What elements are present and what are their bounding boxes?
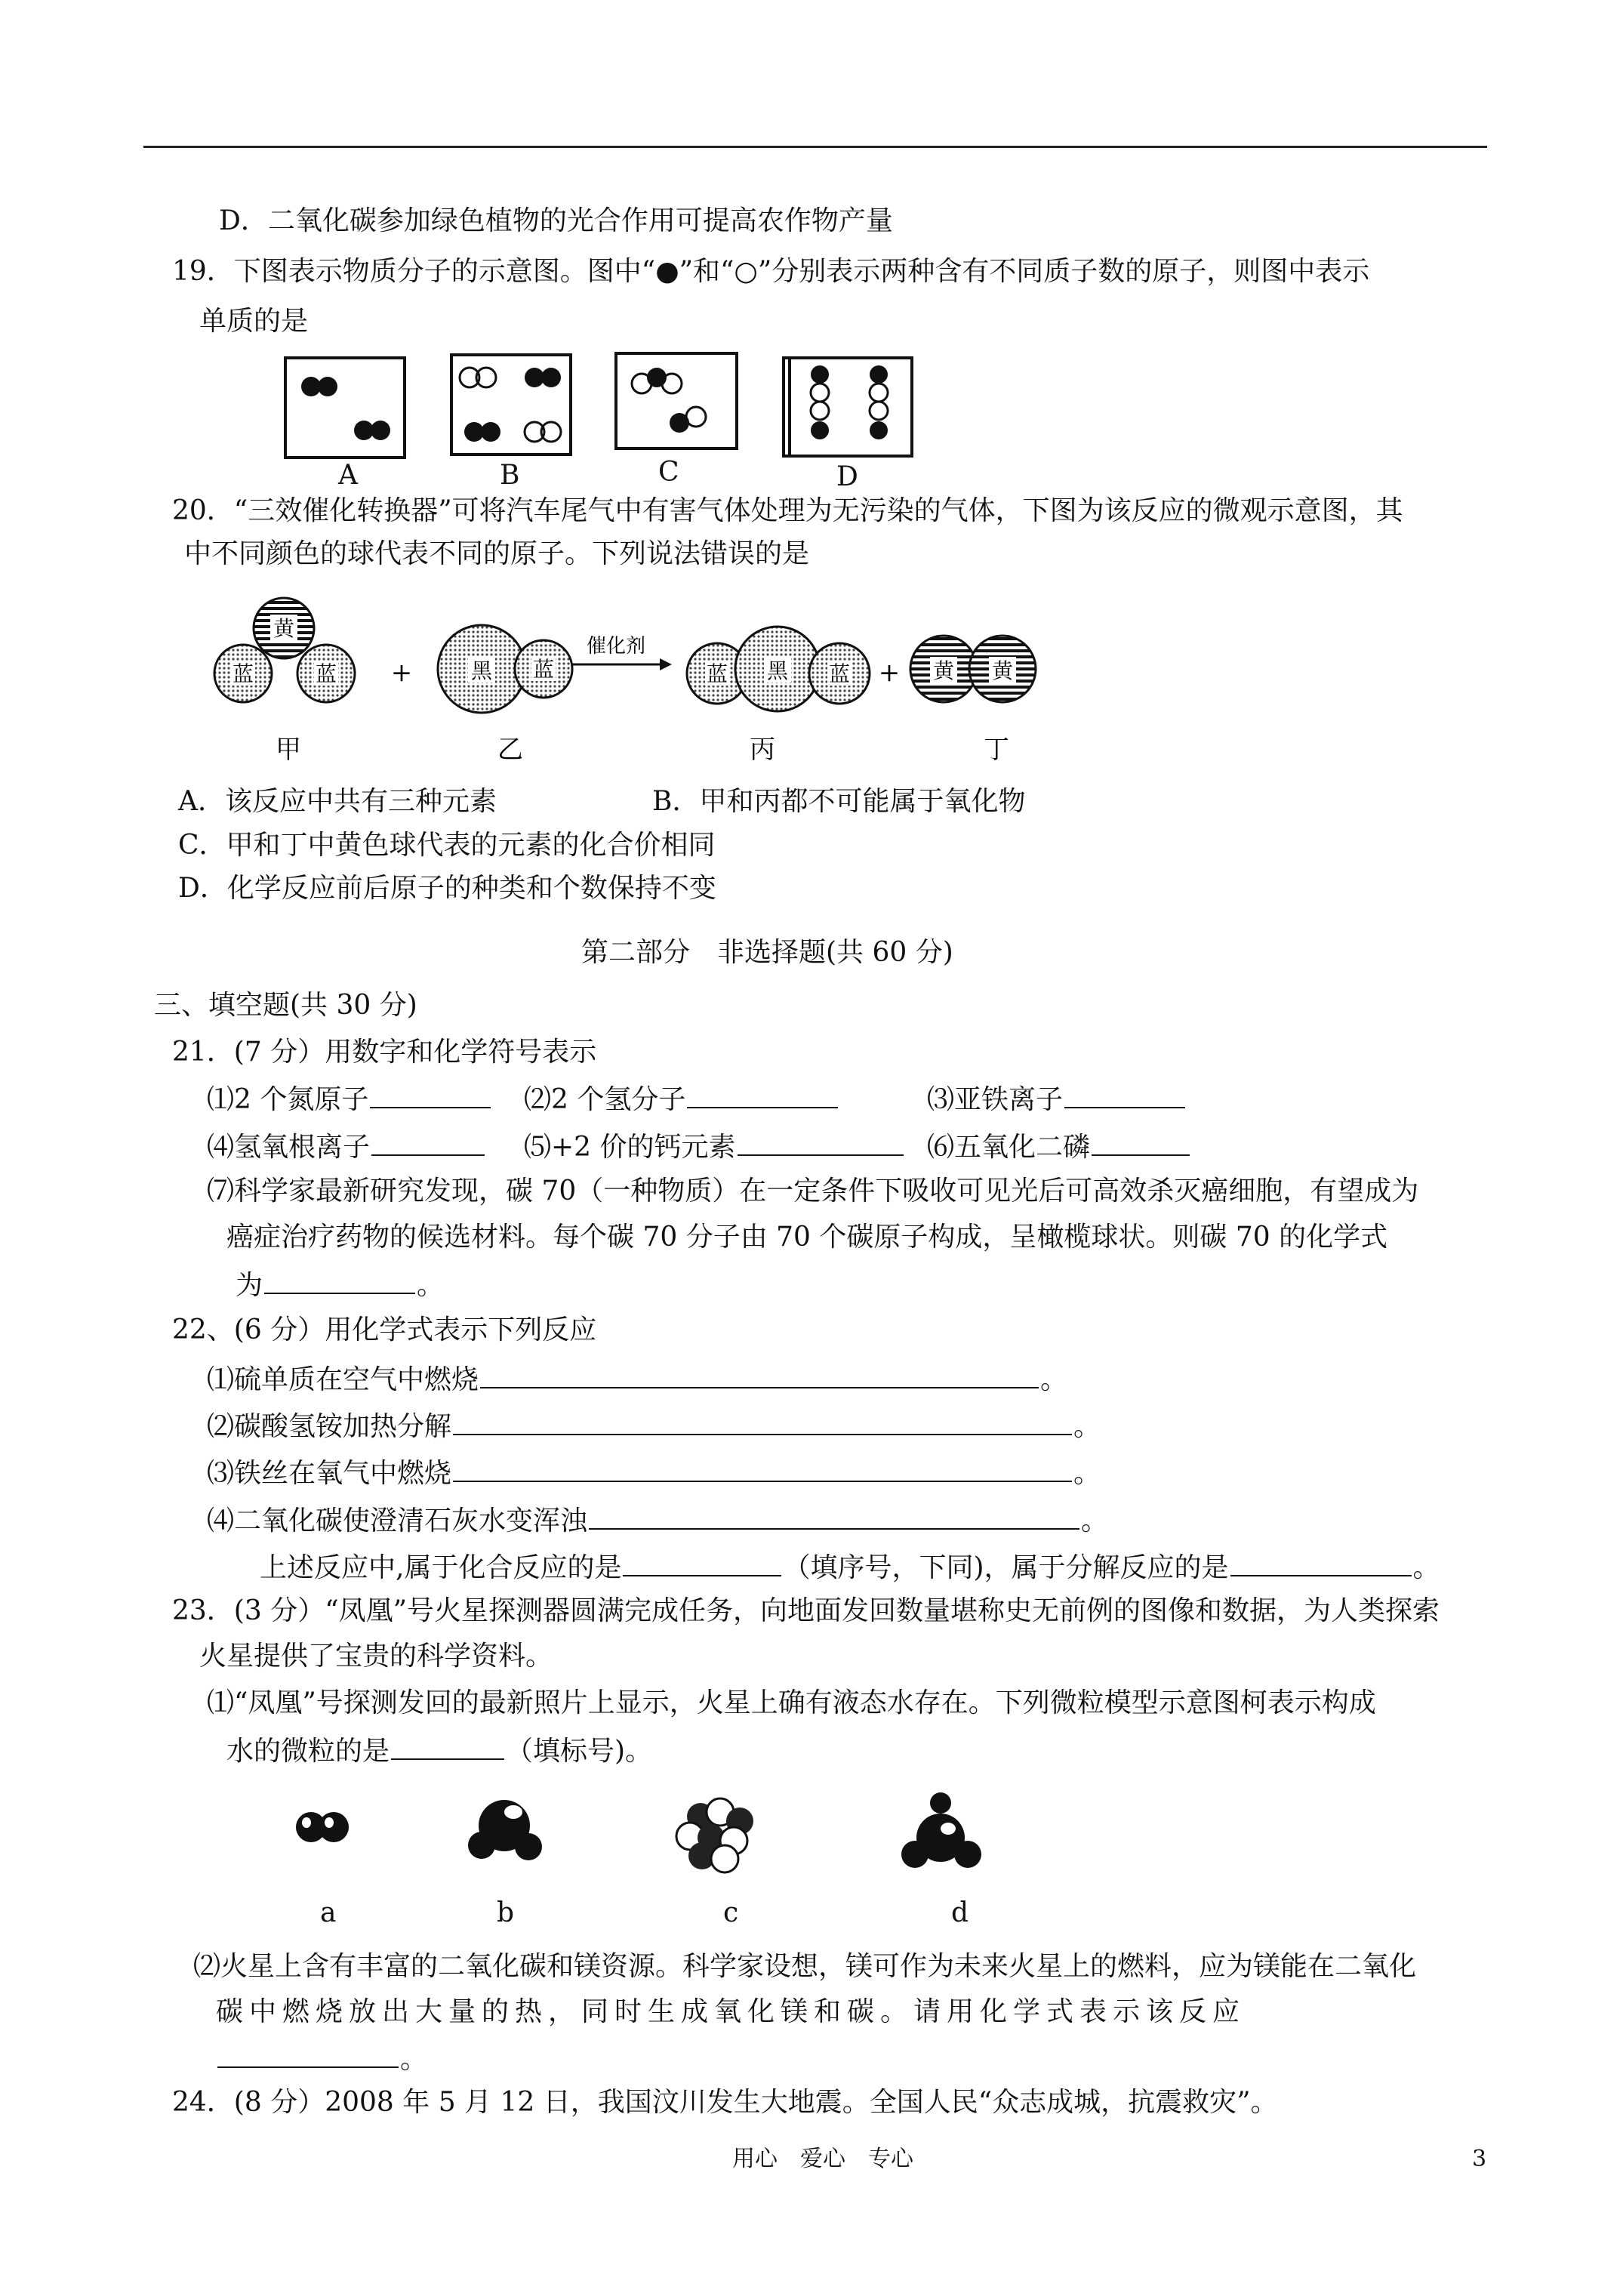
- q21-item4-text: ⑷氢氧根离子: [207, 1132, 371, 1163]
- q23-label-b: b: [497, 1897, 515, 1928]
- q22-item4-blank[interactable]: [589, 1502, 1079, 1530]
- q20-stem-line2: 中不同颜色的球代表不同的原子。下列说法错误的是: [184, 538, 810, 569]
- q19-stem-line2: 单质的是: [199, 306, 309, 337]
- jia-blue-left-text: 蓝: [232, 661, 254, 686]
- ding-yellow-left-text: 黄: [932, 658, 955, 683]
- q21-item7-prefix: 为: [236, 1270, 263, 1301]
- q21-item6-text: ⑹五氧化二磷: [927, 1132, 1091, 1163]
- q21-item7-line3: [236, 1267, 444, 1302]
- q23-item2-line2: 碳中燃烧放出大量的热，同时生成氧化镁和碳。请用化学式表示该反应: [216, 1996, 1246, 2027]
- part2-title: 第二部分 非选择题(共 60 分): [581, 937, 953, 968]
- jia-yellow-text: 黄: [273, 616, 295, 641]
- q22-combination-blank[interactable]: [623, 1549, 781, 1576]
- label-ding: 丁: [984, 735, 1009, 765]
- q22-item2-text: ⑵碳酸氢铵加热分解: [207, 1411, 452, 1442]
- q22-decomposition-blank[interactable]: [1230, 1549, 1412, 1576]
- q22-head: 22、(6 分）用化学式表示下列反应: [172, 1314, 597, 1345]
- q23-label-c: c: [723, 1897, 739, 1928]
- q19-label-b: B: [500, 460, 520, 491]
- q23-item2-period: 。: [400, 2044, 428, 2075]
- q22-item1-period: 。: [1040, 1364, 1068, 1395]
- plus-1: +: [390, 658, 413, 688]
- footer-motto: 用心 爱心 专心: [732, 2146, 913, 2172]
- catalyst-text: 催化剂: [586, 635, 646, 658]
- bing-blue-right-text: 蓝: [828, 661, 851, 686]
- q21-item2: [524, 1081, 839, 1117]
- q23-item2-line1: ⑵火星上含有丰富的二氧化碳和镁资源。科学家设想，镁可作为未来火星上的燃料，应为镁能在二氧化: [193, 1951, 1417, 1982]
- q21-item4-blank[interactable]: [371, 1129, 485, 1156]
- bing-black-text: 黑: [766, 658, 789, 683]
- q19-label-c: C: [658, 457, 679, 488]
- q19-label-a: A: [338, 460, 358, 491]
- q21-item7-period: 。: [417, 1270, 445, 1301]
- q22-item2-period: 。: [1073, 1411, 1101, 1442]
- q21-item5-text: ⑸+2 价的钙元素: [524, 1132, 736, 1163]
- q23-item1-line2: [226, 1733, 652, 1768]
- header-rule: [143, 146, 1487, 148]
- q20-option-b: B．甲和丙都不可能属于氧化物: [652, 786, 1026, 817]
- q22-item4-text: ⑷二氧化碳使澄清石灰水变浑浊: [207, 1505, 588, 1536]
- plus-2: +: [878, 658, 901, 688]
- q22-item3-text: ⑶铁丝在氧气中燃烧: [207, 1458, 452, 1489]
- page-number: 3: [1472, 2146, 1487, 2172]
- q24-head: 24．(8 分）2008 年 5 月 12 日，我国汶川发生大地震。全国人民“众志成城，抗震救灾”。: [172, 2087, 1278, 2118]
- q19-stem-line1: 19．下图表示物质分子的示意图。图中“●”和“○”分别表示两种含有不同质子数的原子，则图中表示: [172, 256, 1370, 287]
- q20-reaction-diagram: [204, 589, 1072, 770]
- q18-option-d: D．二氧化碳参加绿色植物的光合作用可提高农作物产量: [219, 205, 893, 236]
- yi-black-text: 黑: [470, 658, 493, 683]
- q21-item2-blank[interactable]: [687, 1081, 838, 1108]
- q22-item3-period: 。: [1073, 1458, 1101, 1489]
- label-jia: 甲: [276, 735, 301, 765]
- q23-label-a: a: [320, 1897, 337, 1928]
- q22-summary-period: 。: [1412, 1552, 1440, 1583]
- q20-option-d: D．化学反应前后原子的种类和个数保持不变: [178, 873, 716, 904]
- q21-item7-line2: 癌症治疗药物的候选材料。每个碳 70 分子由 70 个碳原子构成，呈橄榄球状。则碳 70 的化学式: [226, 1222, 1388, 1253]
- q22-item1-blank[interactable]: [480, 1361, 1039, 1388]
- q22-item2: [207, 1408, 1101, 1444]
- label-yi: 乙: [497, 735, 523, 765]
- ding-yellow-right-text: 黄: [991, 658, 1014, 683]
- q23-label-d: d: [951, 1897, 969, 1928]
- q22-item3: [207, 1455, 1101, 1490]
- q21-item4: [207, 1129, 486, 1164]
- q21-item3: [927, 1081, 1187, 1117]
- q22-item4: [207, 1502, 1108, 1538]
- q22-summary: [260, 1549, 1440, 1585]
- q20-option-a: A．该反应中共有三种元素: [178, 786, 497, 817]
- q23-item2-line3: [216, 2041, 427, 2076]
- q21-item6: [927, 1129, 1191, 1164]
- q23-particle-models: [287, 1782, 1042, 1903]
- q21-item5-blank[interactable]: [738, 1129, 904, 1156]
- q21-item1-text: ⑴2 个氮原子: [207, 1084, 369, 1115]
- q23-item1-line1: ⑴“凤凰”号探测发回的最新照片上显示，火星上确有液态水存在。下列微粒模型示意图柯表示构成: [207, 1687, 1376, 1718]
- section3-title: 三、填空题(共 30 分): [154, 990, 417, 1021]
- q22-item1: [207, 1361, 1067, 1397]
- q21-item3-text: ⑶亚铁离子: [927, 1084, 1064, 1115]
- q21-item6-blank[interactable]: [1092, 1129, 1190, 1156]
- yi-blue-text: 蓝: [532, 657, 555, 682]
- q21-item3-blank[interactable]: [1064, 1081, 1185, 1108]
- q23-head-line1: 23．(3 分）“凤凰”号火星探测器圆满完成任务，向地面发回数量堪称史无前例的图像和数据，为人类探索: [172, 1595, 1440, 1626]
- q23-item1-text: 水的微粒的是: [226, 1736, 390, 1767]
- q21-item7-blank[interactable]: [264, 1267, 415, 1294]
- q22-item1-text: ⑴硫单质在空气中燃烧: [207, 1364, 479, 1395]
- q23-item2-blank[interactable]: [217, 2041, 399, 2068]
- q23-item1-blank[interactable]: [391, 1733, 504, 1760]
- q23-head-line2: 火星提供了宝贵的科学资料。: [199, 1641, 553, 1672]
- bing-blue-left-text: 蓝: [706, 661, 728, 686]
- q23-item1-suffix: （填标号)。: [506, 1736, 653, 1767]
- q19-label-d: D: [836, 461, 858, 492]
- q21-item5: [524, 1129, 905, 1164]
- q22-summary-part1: 上述反应中,属于化合反应的是: [260, 1552, 622, 1583]
- jia-blue-right-text: 蓝: [315, 661, 337, 686]
- q22-item2-blank[interactable]: [453, 1408, 1072, 1435]
- q22-item3-blank[interactable]: [453, 1455, 1072, 1482]
- q22-item4-period: 。: [1081, 1505, 1109, 1536]
- q19-molecule-figure-d: [785, 355, 921, 468]
- q21-item1-blank[interactable]: [370, 1081, 491, 1108]
- q21-head: 21．(7 分）用数字和化学符号表示: [172, 1037, 597, 1068]
- q20-option-c: C．甲和丁中黄色球代表的元素的化合价相同: [178, 830, 716, 861]
- q21-item1: [207, 1081, 492, 1117]
- q21-item2-text: ⑵2 个氢分子: [524, 1084, 686, 1115]
- label-bing: 丙: [750, 735, 775, 765]
- q21-item7-line1: ⑺科学家最新研究发现，碳 70（一种物质）在一定条件下吸收可见光后可高效杀灭癌细胞，有望成为: [207, 1176, 1419, 1207]
- q20-stem-line1: 20．“三效催化转换器”可将汽车尾气中有害气体处理为无污染的气体，下图为该反应的微观示意图，其: [172, 495, 1403, 526]
- q22-summary-part2: （填序号，下同)，属于分解反应的是: [783, 1552, 1229, 1583]
